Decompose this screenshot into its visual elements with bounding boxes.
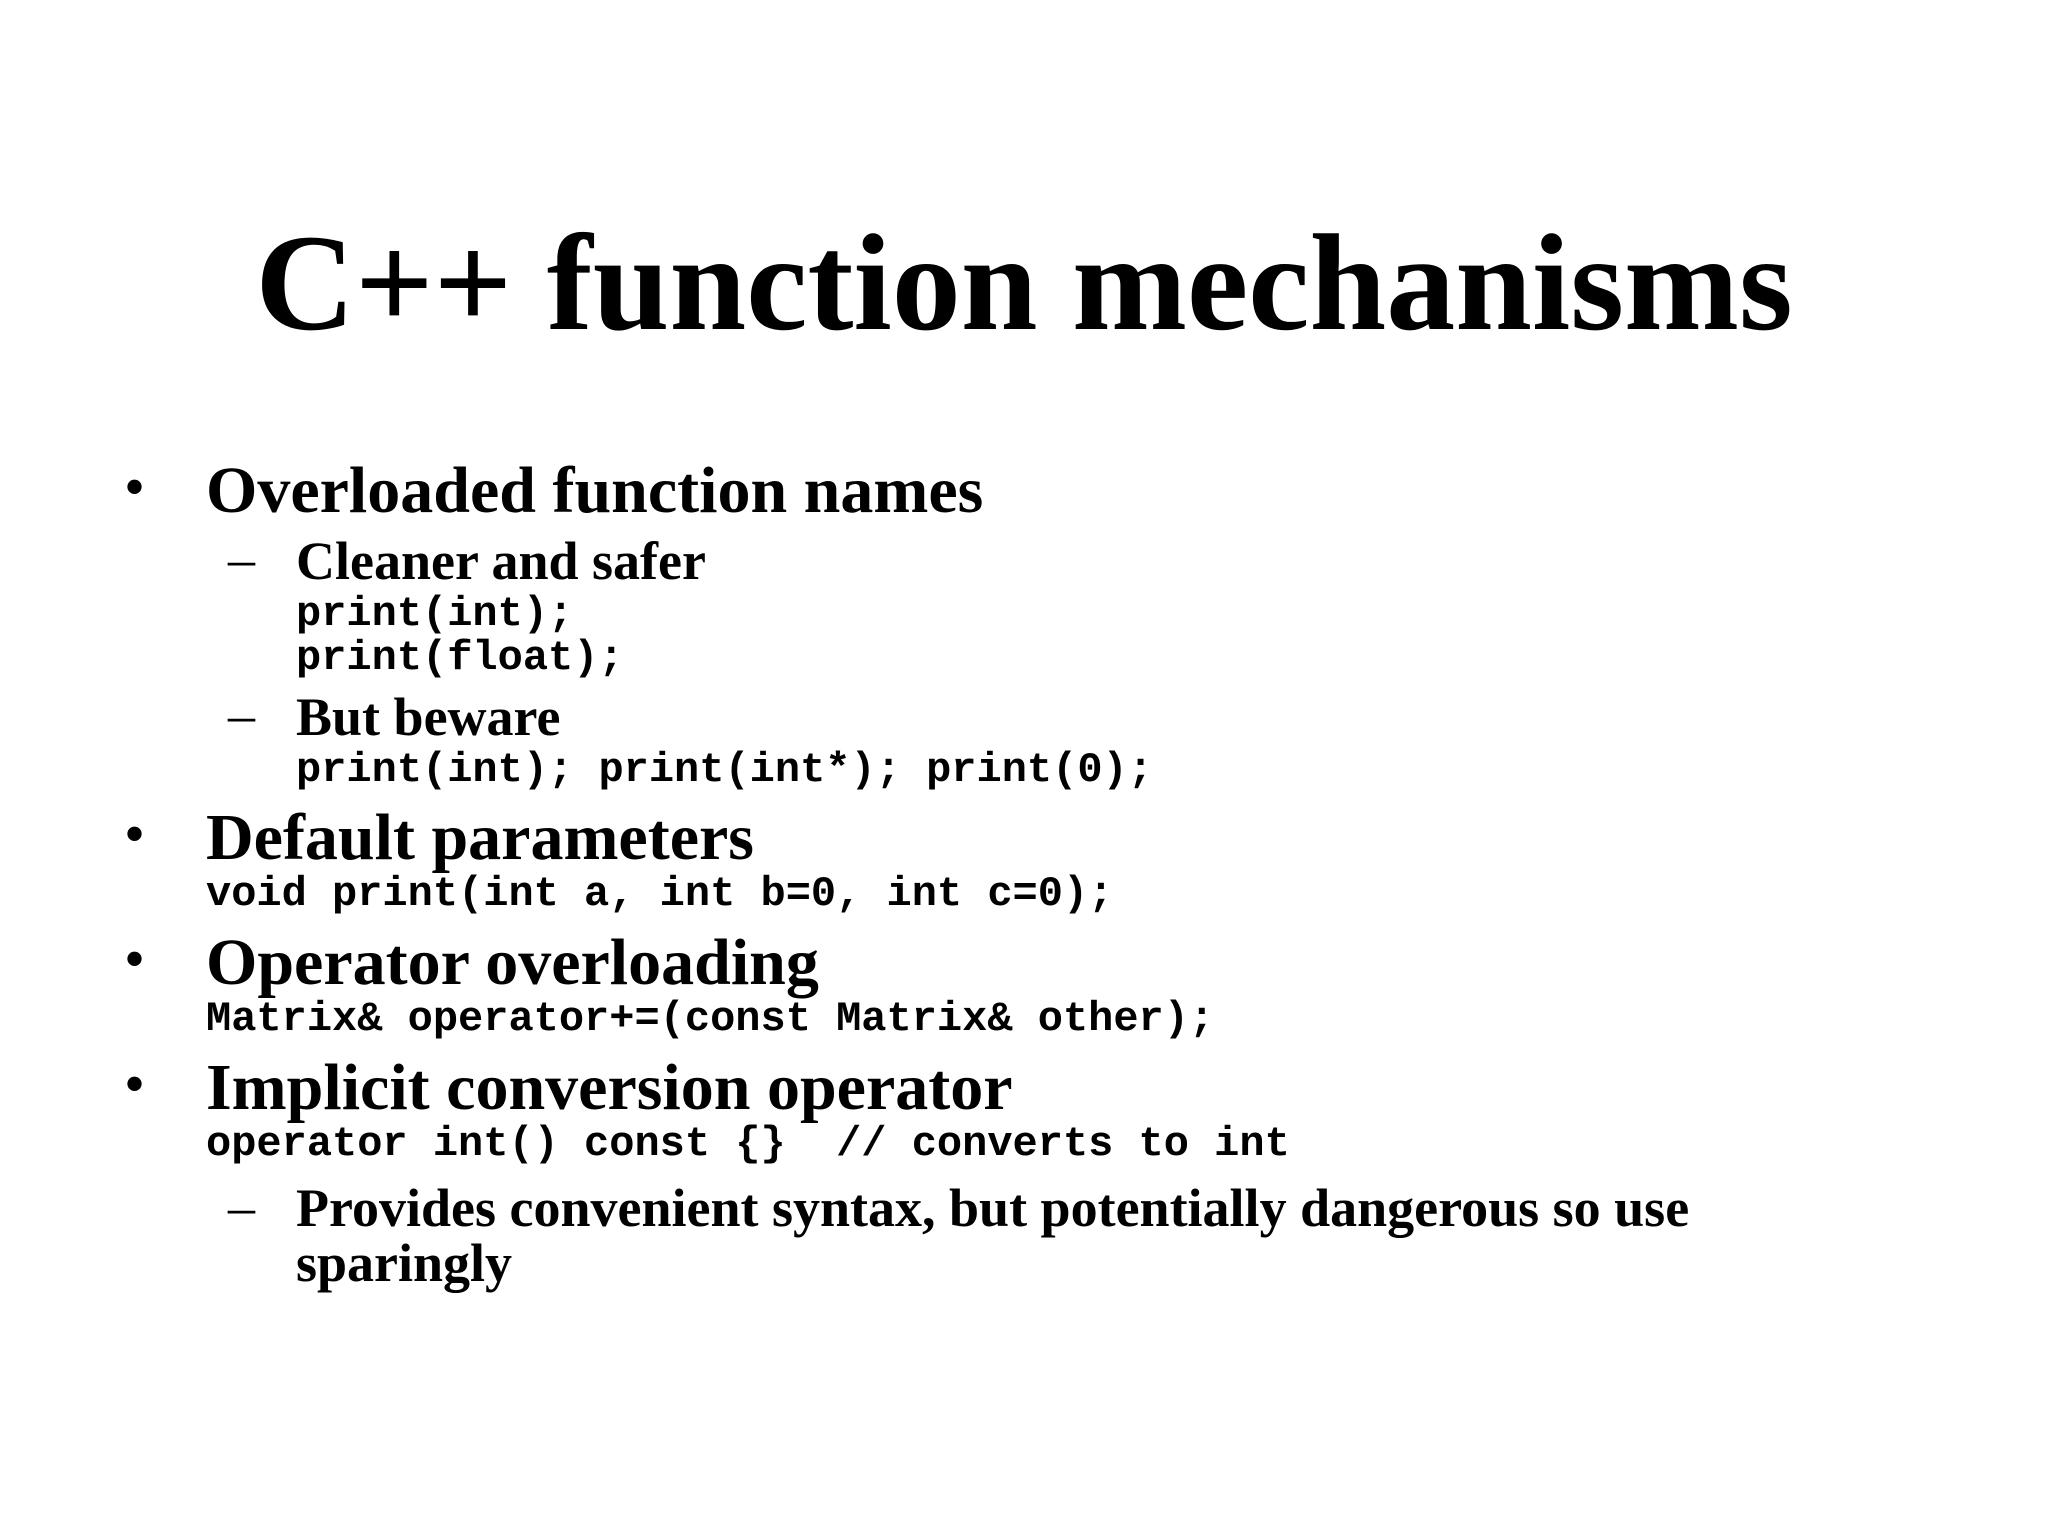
code-line: print(int); xyxy=(296,590,574,638)
bullet-heading-operator-overloading: Operator overloading xyxy=(206,926,819,999)
slide-title: C++ function mechanisms xyxy=(255,206,1793,359)
bullet-icon: • xyxy=(124,801,146,867)
bullet-heading-overloaded: Overloaded function names xyxy=(206,454,984,527)
code-line: void print(int a, int b=0, int c=0); xyxy=(206,870,1114,918)
bullet-icon: • xyxy=(124,1051,146,1117)
subitem-beware: But beware xyxy=(296,687,561,747)
subitem-provides-line-1: Provides convenient syntax, but potentially dangerous so use xyxy=(296,1178,1690,1238)
code-line: print(int); print(int*); print(0); xyxy=(296,746,1153,794)
dash-icon: – xyxy=(228,1177,255,1237)
code-line: print(float); xyxy=(296,634,624,682)
bullet-heading-default-params: Default parameters xyxy=(206,801,754,874)
bullet-icon: • xyxy=(124,454,146,520)
subitem-cleaner: Cleaner and safer xyxy=(296,531,706,591)
dash-icon: – xyxy=(228,685,255,745)
bullet-heading-implicit-conversion: Implicit conversion operator xyxy=(206,1051,1013,1124)
code-line: operator int() const {} // converts to int xyxy=(206,1120,1290,1168)
subitem-provides-line-2: sparingly xyxy=(296,1233,513,1293)
code-line: Matrix& operator+=(const Matrix& other); xyxy=(206,995,1215,1043)
dash-icon: – xyxy=(228,529,255,589)
bullet-icon: • xyxy=(124,926,146,992)
